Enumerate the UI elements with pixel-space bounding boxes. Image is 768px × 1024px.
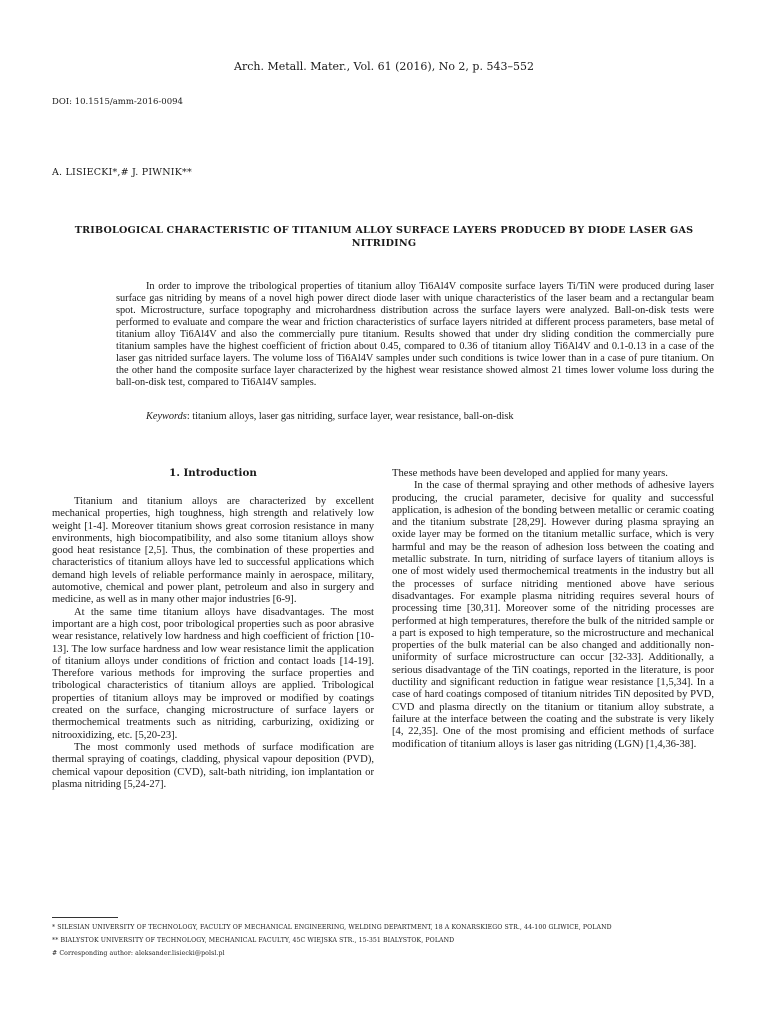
keywords-line [116,411,714,422]
journal-citation: Arch. Metall. Mater., Vol. 61 (2016), No 2, p. 543–552 [234,60,534,73]
author-list: A. LISIECKI*,# J. PIWNIK** [52,167,192,178]
intro-paragraph-3: The most commonly used methods of surface modification are thermal spraying of coatings, cladding, physical vapour deposition (PVD), chemical vapour deposition (CVD), salt-bath nitriding, ion implantation or plasma nitriding [5,24-27]. [52,741,374,790]
paper-title: TRIBOLOGICAL CHARACTERISTIC OF TITANIUM ALLOY SURFACE LAYERS PRODUCED BY DIODE LASER GAS NITRIDING [74,225,694,249]
intro-paragraph-2: At the same time titanium alloys have disadvantages. The most important are a high cost, poor tribological properties such as poor abrasive wear resistance, relatively low hardness and high coefficient of friction [10-13]. The low surface hardness and low wear resistance limit the application of titanium alloys under conditions of friction and contact loads [14-19]. Therefore various methods for improving the surface properties and tribological characteristics of titanium alloys are applied. Tribological properties of titanium alloys may be improved or modified by coatings created on the surface, changing microstructure of surface layers or thermochemical treatments such as nitriding, carburizing, oxidizing or nitrooxidizing, etc. [5,20-23]. [52,606,374,741]
left-column [52,496,374,791]
intro-paragraph-3-continued: These methods have been developed and applied for many years. [392,468,668,479]
footnote-affiliation-2: ** BIALYSTOK UNIVERSITY OF TECHNOLOGY, MECHANICAL FACULTY, 45C WIEJSKA STR., 15-351 BIALYSTOK, POLAND [52,937,455,944]
intro-paragraph-1: Titanium and titanium alloys are characterized by excellent mechanical properties, high toughness, high strength and relatively low weight [1-4]. Moreover titanium shows great corrosion resistance in many environments, high biocompatibility, and also some titanium alloys show good heat resistance [2,5]. Thus, the combination of these properties and characteristics of titanium alloys have led to successful applications which demand high levels of reliable performance mainly in aerospace, military, automotive, chemical and power plant, petroleum and also in surgery and medicine, as well as in many other major industries [6-9]. [52,496,374,606]
intro-paragraph-4: In the case of thermal spraying and other methods of adhesive layers producing, the crucial parameter, decisive for quality and successful application, is adhesion of the bonding between metallic or ceramic coating and the titanium substrate [28,29]. However during plasma spraying an oxide layer may be formed on the titanium metallic surface, which is very harmful and may be the reason of adhesion loss between the coating and metallic substrate. In turn, nitriding of surface layers of titanium alloys is one of most widely used thermochemical treatments in the industry but all the processes of surface nitriding mentioned above have serious disadvantages. For example plasma nitriding requires several hours of processing time [30,31]. Moreover some of the nitriding processes are performed at high temperatures, therefore the bulk of the nitrided sample or a part is exposed to high temperature, so the microstructure and mechanical properties of the bulk material can be also changed and additionally non-uniformity of surface microstructure can occur [32-33]. Additionally, a serious disadvantage of the TiN coatings, reported in the literature, is poor ductility and significant reduction in fatigue wear resistance [1,5,34]. In a case of hard coatings composed of titanium nitrides TiN deposited by PVD, CVD and plasma directly on the titanium or titanium alloy substrate, a failure at the interface between the coating and the substrate is very likely [4, 22,35]. One of the most promising and efficient methods of surface modification of titanium alloys is laser gas nitriding (LGN) [1,4,36-38]. [392,480,714,750]
keywords-text: : titanium alloys, laser gas nitriding, surface layer, wear resistance, ball-on-disk [186,411,514,422]
footnote-affiliation-1: * SILESIAN UNIVERSITY OF TECHNOLOGY, FACULTY OF MECHANICAL ENGINEERING, WELDING DEPARTMENT, 18 A KONARSKIEGO STR., 44-100 GLIWICE, POLAND [52,924,612,931]
footnote-corresponding-author[interactable]: # Corresponding author: aleksander.lisiecki@polsl.pl [52,950,225,957]
section-heading-introduction: 1. Introduction [169,467,257,479]
right-column [392,468,714,751]
keywords-label: Keywords [146,411,187,422]
footnote-divider [52,917,118,918]
doi-line[interactable]: DOI: 10.1515/amm-2016-0094 [52,97,183,107]
abstract-paragraph: In order to improve the tribological properties of titanium alloy Ti6Al4V composite surface layers Ti/TiN were produced during laser surface gas nitriding by means of a novel high power direct diode laser with unique characteristics of the laser beam and a rectangular beam spot. Microstructure, surface topography and microhardness distribution across the surface layers were analyzed. Ball-on-disk tests were performed to evaluate and compare the wear and friction characteristics of surface layers nitrided at different process parameters, base metal of titanium alloy Ti6Al4V and also the commercially pure titanium. Results showed that under dry sliding condition the commercially pure titanium samples have the highest coefficient of friction about 0.45, compared to 0.36 of titanium alloy Ti6Al4V and 0.1-0.13 in a case of the laser gas nitrided surface layers. The volume loss of Ti6Al4V samples under such conditions is twice lower than in a case of pure titanium. On the other hand the composite surface layer characterized by the highest wear resistance showed almost 21 times lower volume loss during the ball-on-disk test, compared to Ti6Al4V samples. [116,281,714,388]
